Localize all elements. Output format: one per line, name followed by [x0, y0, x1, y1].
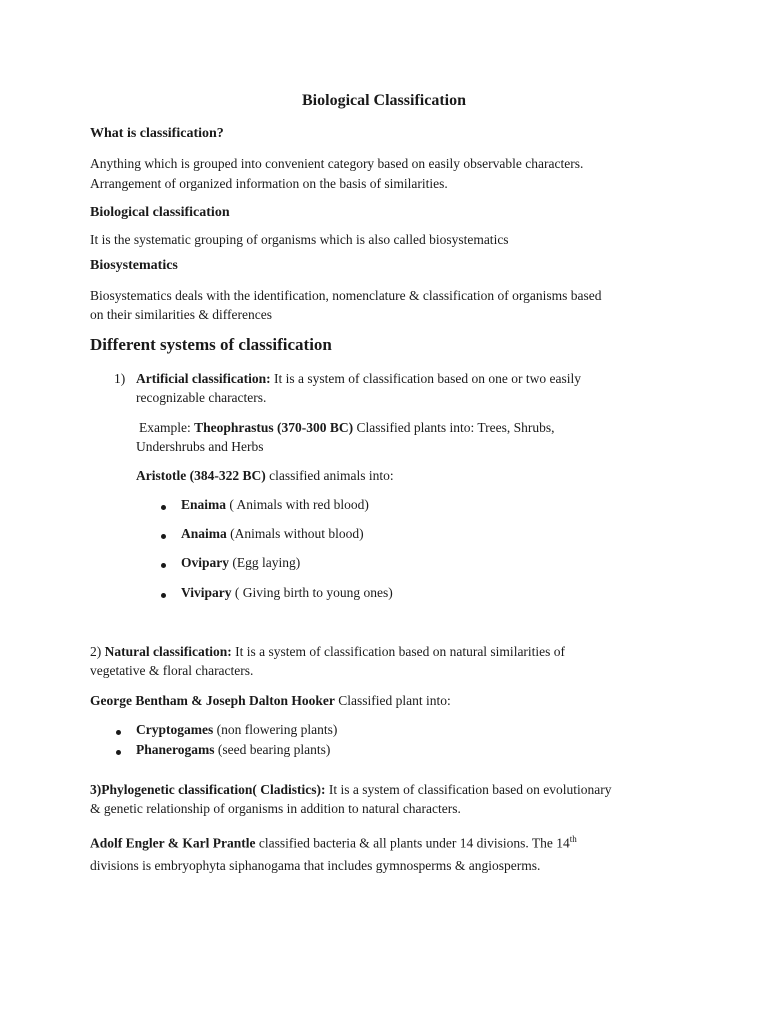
- paragraph-text: classified animals into:: [265, 468, 394, 483]
- paragraph-text: It is a system of classification based on evolutionary: [325, 782, 612, 797]
- name-engler-prantle: Adolf Engler & Karl Prantle: [90, 835, 256, 851]
- list-item-desc: (seed bearing plants): [214, 742, 331, 757]
- paragraph-text: It is a system of classification based on natural similarities of: [231, 644, 566, 659]
- paragraph-line: divisions is embryophyta siphanogama that includes gymnosperms & angiosperms.: [90, 858, 541, 873]
- bullet-dot: [161, 593, 166, 598]
- list-item: [181, 585, 393, 601]
- list-item-desc: (Animals without blood): [226, 526, 364, 541]
- paragraph-line: [139, 418, 555, 438]
- superscript: th: [569, 834, 577, 844]
- list-item-desc: (non flowering plants): [213, 722, 338, 737]
- list-item-desc: ( Giving birth to young ones): [231, 585, 393, 600]
- list-number: 1): [114, 371, 126, 386]
- list-item-term: Vivipary: [181, 585, 232, 600]
- paragraph-text: Classified plant into:: [334, 693, 451, 708]
- paragraph-line: Anything which is grouped into convenient category based on easily observable characters.: [90, 156, 584, 171]
- bullet-dot: [116, 730, 121, 735]
- paragraph-line: [90, 642, 565, 662]
- paragraph-line: [90, 780, 612, 800]
- paragraph-line: & genetic relationship of organisms in addition to natural characters.: [90, 801, 461, 816]
- list-item: [181, 526, 364, 542]
- bullet-dot: [161, 534, 166, 539]
- section-heading-biosystematics: Biosystematics: [90, 258, 178, 273]
- paragraph-line: Biosystematics deals with the identification, nomenclature & classification of organisms based: [90, 288, 602, 303]
- paragraph-line: [136, 466, 394, 486]
- paragraph-text: It is a system of classification based on one or two easily: [270, 371, 582, 386]
- name-theophrastus: Theophrastus (370-300 BC): [194, 420, 354, 435]
- paragraph-line: vegetative & floral characters.: [90, 663, 254, 678]
- list-item-term: Cryptogames: [136, 722, 214, 737]
- term-natural: Natural classification:: [104, 644, 232, 659]
- paragraph-line: recognizable characters.: [136, 390, 267, 405]
- paragraph-line: [136, 369, 581, 389]
- paragraph-text: classified bacteria & all plants under 14 divisions. The 14: [255, 835, 570, 851]
- name-bentham-hooker: George Bentham & Joseph Dalton Hooker: [90, 693, 335, 708]
- section-heading-biological-classification: Biological classification: [90, 205, 230, 220]
- list-item-term: Ovipary: [181, 555, 230, 570]
- list-number: 2): [90, 644, 105, 659]
- section-heading-systems: Different systems of classification: [90, 335, 332, 354]
- list-item-term: Enaima: [181, 497, 227, 512]
- bullet-dot: [116, 750, 121, 755]
- paragraph-line: Arrangement of organized information on the basis of similarities.: [90, 176, 448, 191]
- list-item-term: Anaima: [181, 526, 227, 541]
- bullet-dot: [161, 505, 166, 510]
- list-item-term: Phanerogams: [136, 742, 215, 757]
- list-item: [181, 555, 300, 571]
- page-title: Biological Classification: [302, 92, 466, 109]
- list-item: [136, 742, 330, 758]
- list-item-desc: (Egg laying): [229, 555, 301, 570]
- example-label: Example:: [139, 420, 195, 435]
- paragraph-line: It is the systematic grouping of organisms which is also called biosystematics: [90, 232, 509, 247]
- paragraph-line: [90, 691, 451, 711]
- paragraph-line: [90, 829, 577, 854]
- paragraph-line: on their similarities & differences: [90, 307, 272, 322]
- name-aristotle: Aristotle (384-322 BC): [136, 468, 266, 483]
- list-item: [181, 497, 369, 513]
- paragraph-text: Classified plants into: Trees, Shrubs,: [353, 420, 555, 435]
- section-heading-classification: What is classification?: [90, 126, 224, 141]
- paragraph-line: Undershrubs and Herbs: [136, 439, 264, 454]
- list-item-desc: ( Animals with red blood): [226, 497, 369, 512]
- list-item: [136, 722, 337, 738]
- bullet-dot: [161, 563, 166, 568]
- term-artificial: Artificial classification:: [136, 371, 271, 386]
- term-phylogenetic: 3)Phylogenetic classification( Cladistics):: [90, 782, 326, 797]
